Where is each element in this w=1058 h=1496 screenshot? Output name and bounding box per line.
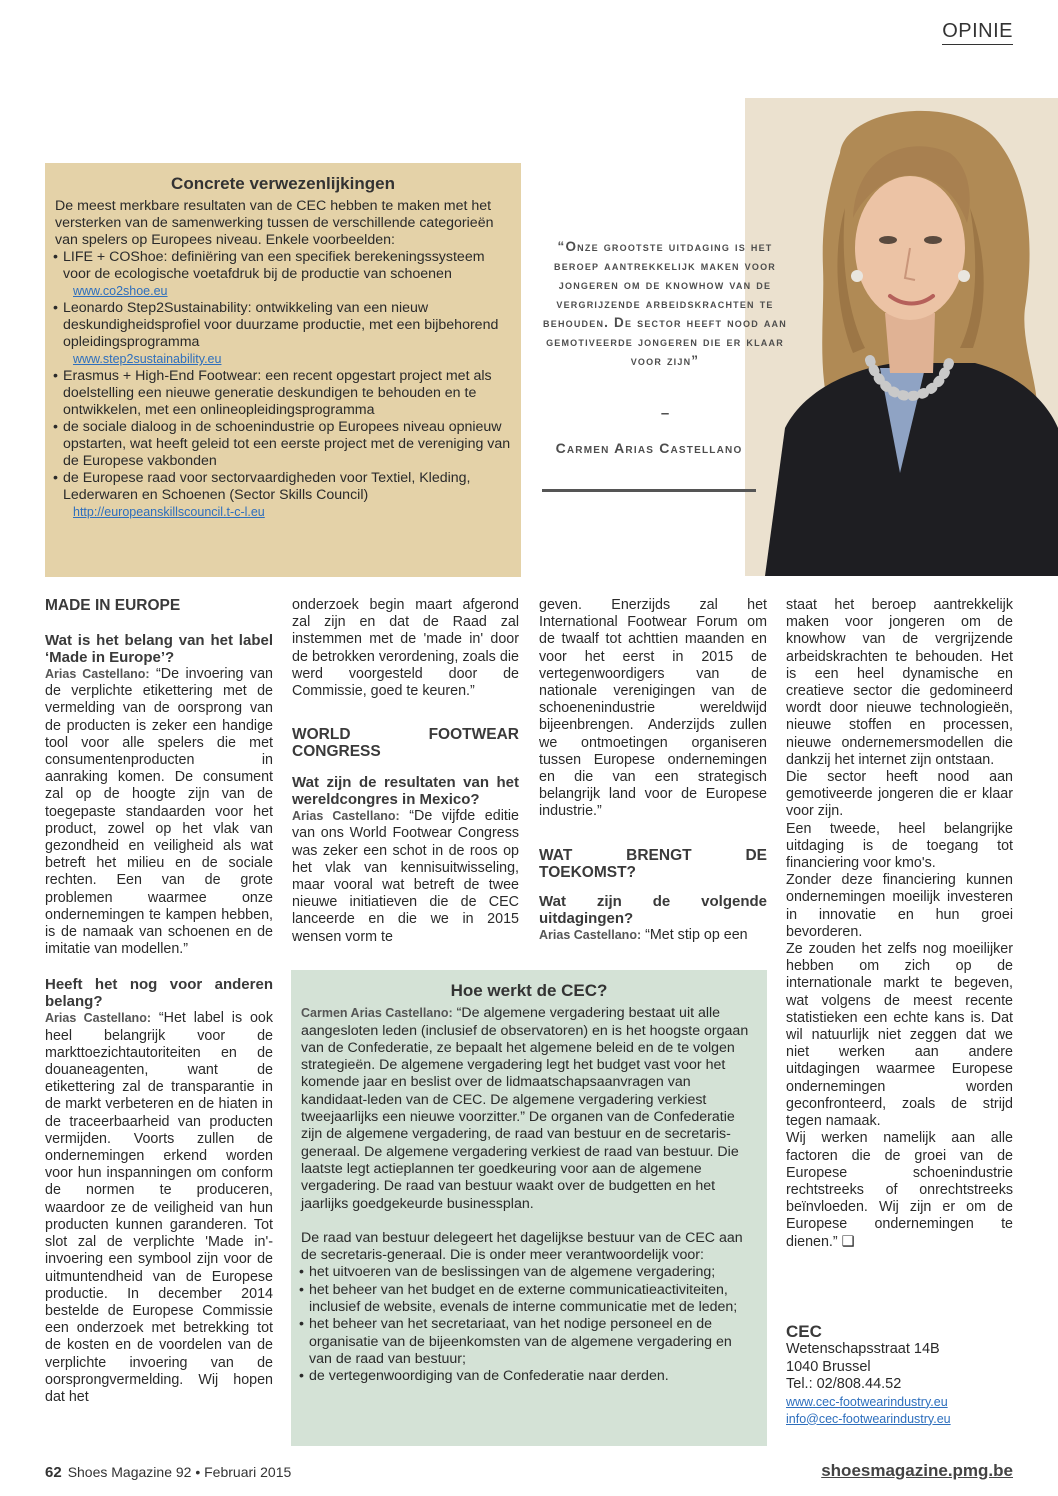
box-paragraph: Carmen Arias Castellano: “De algemene vergadering bestaat uit alle aangesloten leden (inclusief de observatoren) en is het hoogste orgaan van de Confederatie, ze bepaalt het algemene beleid en de te volgen strategieën. De algemene vergadering legt het budget vast voor het komende jaar en beslist over de lidmaatschapsaanvragen van kandidaat-leden van de CEC. De algemene vergadering verkiest tweejaarlijks een nieuwe voorzitter.” De organen van de Confederatie zijn de algemene vergadering, de raad van bestuur en de secretaris-generaal. De algemene vergadering verkiest de raad van bestuur. Die laatste legt actieplannen ter goedkeuring voor aan de algemene vergadering. De raad van bestuur waakt over de budgetten en het jaarlijks goedgekeurde businessplan. [301,1005,749,1212]
box-title: Hoe werkt de CEC? [450,981,608,1000]
end-mark: ❑ [841,1233,855,1250]
contact-street: Wetenschapsstraat 14B [786,1341,940,1357]
contact-city: 1040 Brussel [786,1358,871,1375]
body-paragraph: geven. Enerzijds zal het International Footwear Forum om de twaalf tot achttien maanden en voor het eerst in 2015 de vertegenwoordigers van de nationale verenigingen van de schoenenindustrie wereldwijd bijeenbrengen. Anderzijds zullen we ontmoetingen organiseren tussen Europese ondernemingen en die van een strategisch belangrijk land voor de Europese industrie.” [539,597,767,820]
body-paragraph: Wij werken namelijk aan alle factoren die de groei van de Europese schoenindustrie rechtstreeks of onrechtstreeks beïnvloeden. Wij zijn er om de Europese ondernemingen te dienen.” ❑ [786,1130,1013,1250]
column-1 [45,597,273,1406]
list-item: • de vertegenwoordiging van de Confederatie naar derden. [301,1368,757,1385]
list-item: • LIFE + COShoe: definiëring van een specifiek berekeningssysteem voor de ecologische voetafdruk bij de productie van schoenen www.co2shoe.eu [55,249,511,300]
footer-site-link[interactable]: shoesmagazine.pmg.be [821,1461,1013,1480]
list-item: • Leonardo Step2Sustainability: ontwikkeling van een nieuw deskundigheidsprofiel voor duurzame productie, met een bijbehorend opleidingsprogramma www.step2sustainability.eu [55,300,511,368]
list-item: • het uitvoeren van de beslissingen van de algemene vergadering; [301,1264,757,1281]
column-2 [292,597,519,946]
portrait-photo [745,98,1058,576]
list-item: • de Europese raad voor sectorvaardigheden voor Textiel, Kleding, Lederwaren en Schoenen (Sector Skills Council) http://europeanskillscouncil.t-c-l.eu [55,470,511,521]
box-intro: De meest merkbare resultaten van de CEC hebben te maken met het versterken van de samenwerking tussen de verschillende categorieën van spelers op Europees niveau. Enkele voorbeelden: [55,198,494,248]
link-step2sustainability[interactable]: www.step2sustainability.eu [73,352,222,366]
quote-author: Carmen Arias Castellano [555,440,743,456]
column-3 [539,597,767,944]
body-paragraph: Die sector heeft nood aan gemotiveerde jongeren die er klaar voor zijn. [786,769,1013,820]
answer-paragraph: Arias Castellano: “Met stip op een [539,926,748,943]
answer-paragraph: Arias Castellano: “De invoering van de verplichte etikettering met de vermelding van de oorsprong van de producten is zeker een handige tool voor alle spelers die met consumentenproducten in aanraking komen. De consument zal op de hoogte zijn van de toegepaste standaarden voor het product, zowel op het vlak van gezondheid en veiligheid als wat betreft het milieu en de sociale rechten. Een van de grote problemen waarmee onze ondernemingen te kampen hebben, is de namaak van schoenen en de imitatie van modellen.” [45,666,273,958]
link-skillscouncil[interactable]: http://europeanskillscouncil.t-c-l.eu [73,505,265,519]
question-heading: Wat zijn de volgende uitdagingen? [539,892,767,927]
body-paragraph: Een tweede, heel belangrijke uitdaging is de toegang tot financiering voor kmo's. [786,820,1013,872]
list-item: • Erasmus + High-End Footwear: een recent opgestart project met als doelstelling een nieuwe generatie deskundigen te behouden en te ontwikkelen, met een onlineopleidingsprogramma [55,368,511,419]
question-heading: Heeft het nog voor anderen belang? [45,976,273,1011]
body-paragraph: onderzoek begin maart afgerond zal zijn en dat de Raad zal instemmen met de 'made in' door de betrokken verordening, zoals die werd voorgesteld door de Commissie, goed te keuren.” [292,597,519,700]
body-paragraph: Zonder deze financiering kunnen ondernemingen moeilijk investeren in innovatie en hun groei bevorderen. [786,872,1013,940]
footer-left [45,1464,291,1481]
section-heading: WORLD FOOTWEAR CONGRESS [292,726,519,761]
question-heading: Wat zijn de resultaten van het wereldcongres in Mexico? [292,774,519,809]
magazine-issue: Shoes Magazine 92 • Februari 2015 [67,1464,292,1480]
contact-phone: Tel.: 02/808.44.52 [786,1376,902,1392]
list-item: • het beheer van het secretariaat, van het nodige personeel en de organisatie van de bijeenkomsten van de algemene vergadering en van de raad van bestuur; [301,1316,757,1368]
body-paragraph: staat het beroep aantrekkelijk maken voor jongeren om de knowhow van de vergrijzende arbeidskrachten te behouden. Het is een heel dynamische en creatieve sector die gedomineerd wordt door nieuwe technologieën, nieuwe stoffen en processen, nieuwe ondernemersmodellen die dankzij het internet zijn ontstaan. [786,597,1013,768]
answer-paragraph: Arias Castellano: “De vijfde editie van ons World Footwear Congress was zeker een schot in de roos op het vlak van kennisuitwisseling, maar vooral wat betreft de twee nieuwe initiatieven die de CEC lanceerde en die we in 2015 wensen vorm te [292,808,519,945]
section-tag: OPINIE [942,20,1013,45]
contact-email-link[interactable]: info@cec-footwearindustry.eu [786,1411,951,1426]
quote-divider [542,489,756,492]
answer-paragraph: Arias Castellano: “Het label is ook heel belangrijk voor de markttoezichtautoriteiten en de douaneagenten, want de etikettering zal de transparantie in de markt verbeteren en de hiaten in de traceerbaarheid van producten vermijden. Voorts zullen de ondernemingen erkend worden voor hun inspanningen om conform de normen te produceren, waardoor ze de veiligheid van hun producten kunnen garanderen. Tot slot zal de verplichte 'Made in'-invoering een symbool zijn voor de uitmuntendheid van de Europese productie. In december 2014 bestelde de Europese Commissie een onderzoek met betrekking tot de kosten en de voordelen van de verplichte invoering van de oorsprongvermelding. Wij hopen dat het [45,1010,273,1405]
results-list [55,249,511,521]
column-4 [786,597,1013,1251]
pull-quote: “Onze grootste uitdaging is het beroep aantrekkelijk maken voor jongeren om de knowhow van de vergrijzende arbeidskrachten te behouden. De sector heeft nood aan gemotiveerde jongeren die er klaar voor zijn” [543,239,787,368]
list-item: • het beheer van het budget en de externe communicatieactiviteiten, inclusief de website, evenals de interne communicatie met de leden; [301,1282,757,1317]
concrete-results-box [45,163,521,577]
section-heading: MADE IN EUROPE [45,597,181,614]
contact-website-link[interactable]: www.cec-footwearindustry.eu [786,1394,948,1409]
page-number: 62 [45,1464,62,1481]
contact-name: CEC [786,1322,822,1341]
question-heading: Wat is het belang van het label ‘Made in Europe’? [45,632,273,666]
link-co2shoe[interactable]: www.co2shoe.eu [73,284,168,298]
box-paragraph: De raad van bestuur delegeert het dagelijkse bestuur van de CEC aan de secretaris-generaal. Die is onder meer verantwoordelijk voor: [301,1229,743,1264]
box-title: Concrete verwezenlijkingen [171,174,395,193]
contact-block [786,1341,951,1428]
responsibilities-list [301,1264,757,1385]
body-paragraph: Ze zouden het zelfs nog moeilijker hebben om zich op de internationale markt te begeven, wat volgens de meest recente statistieken een echte kans is. Dat wil natuurlijk niet zeggen dat we niet werken aan andere uitdagingen waarmee Europese ondernemingen worden geconfronteerd, zoals de strijd tegen namaak. [786,941,1013,1130]
how-cec-works-box [291,970,767,1446]
quote-dash: – [660,405,670,422]
section-heading: WAT BRENGT DE TOEKOMST? [539,846,767,881]
list-item: • de sociale dialoog in de schoenindustrie op Europees niveau opnieuw opstarten, wat heeft geleid tot een eerste project met de vereniging van de Europese vakbonden [55,419,511,470]
